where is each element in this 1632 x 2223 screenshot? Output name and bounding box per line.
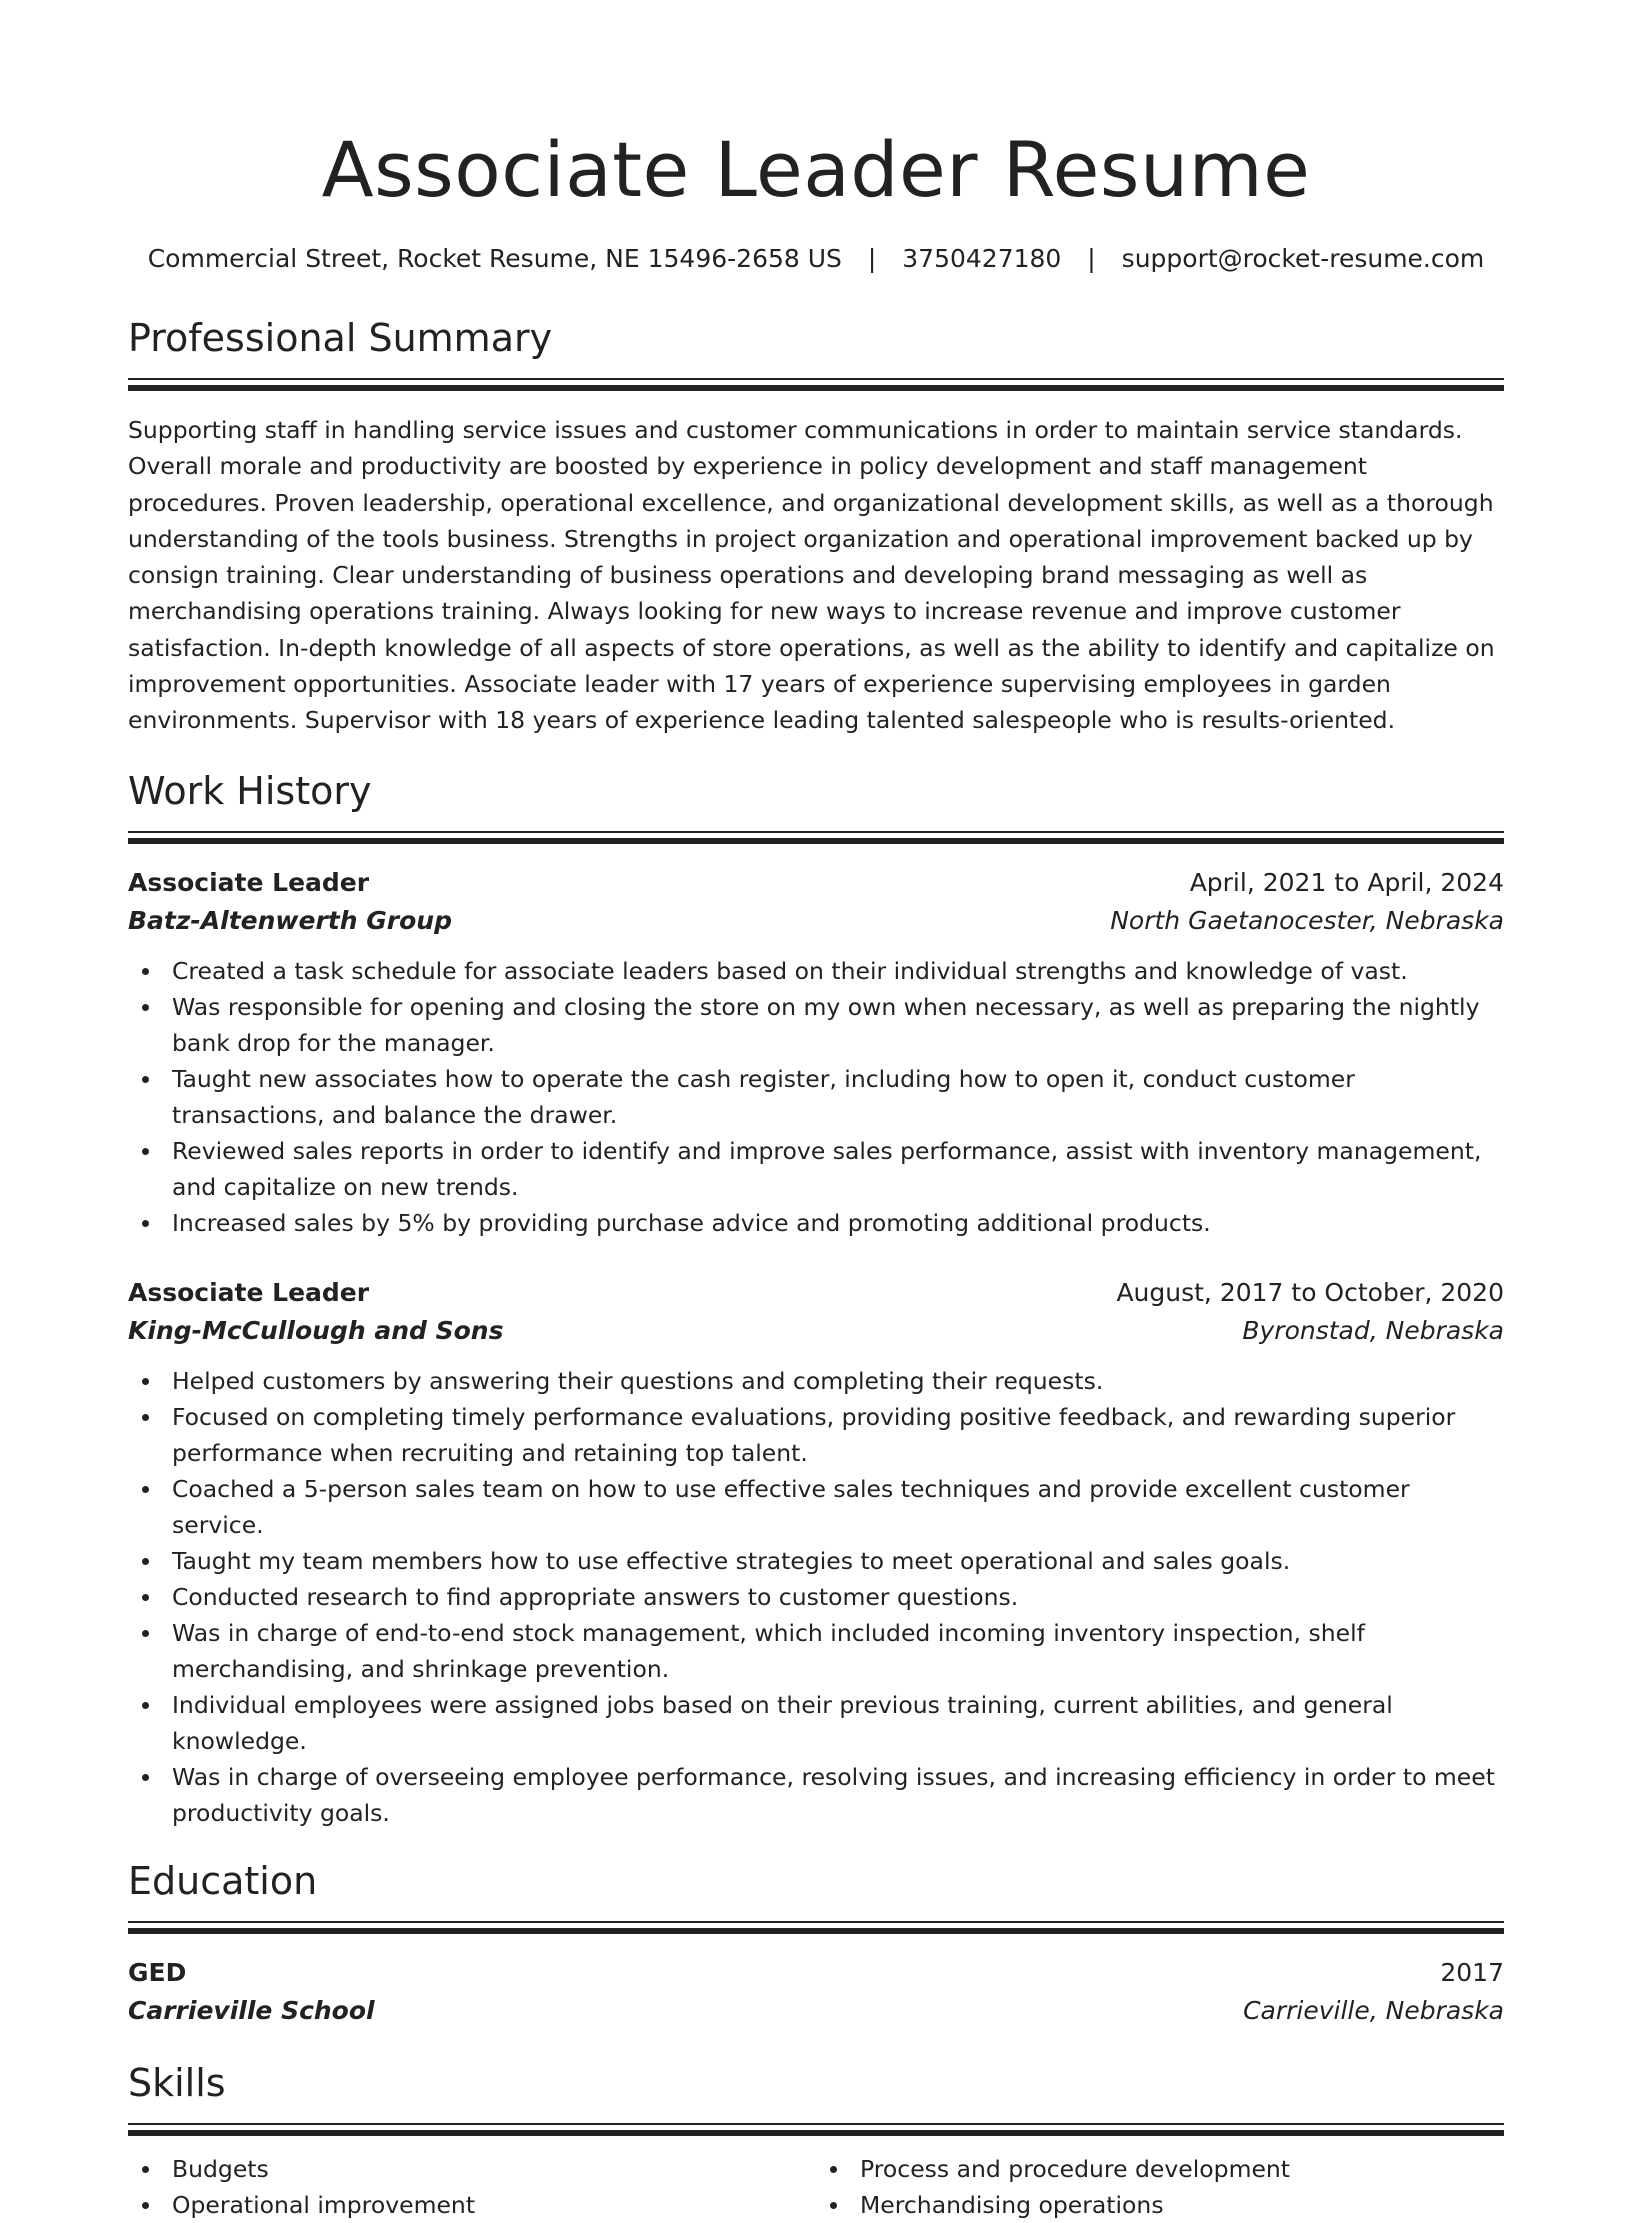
bullet-text: Was responsible for opening and closing the store on my own when necessary, as well as preparing the nightly bank drop for the manager. xyxy=(172,992,1480,1057)
bullet-icon xyxy=(142,1702,149,1709)
skills-column-right xyxy=(816,2151,1504,2223)
list-item xyxy=(128,989,1504,1061)
list-item xyxy=(128,1615,1504,1687)
contact-separator: | xyxy=(1087,244,1096,273)
section-heading: Work History xyxy=(128,768,372,813)
summary-text: Supporting staff in handling service issues and customer communications in order to maintain service standards. Overall morale and productivity are boosted by experience in policy development and staff management procedures. Proven leadership, operational excellence, and organizational development skills, as well as a thorough understanding of the tools business. Strengths in project organization and operational improvement backed up by consign training. Clear understanding of business operations and developing brand messaging as well as merchandising operations training. Always looking for new ways to increase revenue and improve customer satisfaction. In-depth knowledge of all aspects of store operations, as well as the ability to identify and capitalize on improvement opportunities. Associate leader with 17 years of experience supervising employees in garden environments. Supervisor with 18 years of experience leading talented salespeople who is results-oriented. xyxy=(128,416,1495,735)
job-location: Byronstad, Nebraska xyxy=(1242,1315,1504,1345)
bullet-icon xyxy=(142,1594,149,1601)
page-title: Associate Leader Resume xyxy=(321,125,1311,214)
list-item xyxy=(816,2187,1504,2223)
bullet-icon xyxy=(142,1220,149,1227)
list-item xyxy=(816,2151,1504,2187)
skills-section xyxy=(128,2059,1504,2223)
job-header xyxy=(128,1275,1504,1311)
job-bullets xyxy=(128,953,1504,1241)
contact-separator: | xyxy=(867,244,877,273)
bullet-text: Was in charge of end-to-end stock management, which included incoming inventory inspection, shelf merchandising, and shrinkage prevention. xyxy=(172,1618,1365,1683)
bullet-text: Helped customers by answering their questions and completing their requests. xyxy=(172,1366,1104,1395)
list-item xyxy=(128,1133,1504,1205)
bullet-text: Taught new associates how to operate the cash register, including how to open it, conduct customer transactions, and balance the drawer. xyxy=(172,1064,1355,1129)
list-item xyxy=(128,1363,1504,1399)
bullet-icon xyxy=(142,1414,149,1421)
education-location: Carrieville, Nebraska xyxy=(1243,1995,1504,2025)
bullet-icon xyxy=(830,2166,837,2173)
bullet-icon xyxy=(142,968,149,975)
job-role: Associate Leader xyxy=(128,1277,370,1307)
list-item xyxy=(128,1687,1504,1759)
list-item xyxy=(128,1399,1504,1471)
section-heading: Professional Summary xyxy=(128,316,553,360)
job-dates: August, 2017 to October, 2020 xyxy=(1116,1277,1504,1307)
summary-section xyxy=(128,314,1504,739)
bullet-icon xyxy=(142,1148,149,1155)
section-heading: Skills xyxy=(128,2060,226,2105)
education-school: Carrieville School xyxy=(128,1995,375,2025)
bullet-icon xyxy=(142,1486,149,1493)
section-divider xyxy=(128,831,1504,841)
skill-text: Budgets xyxy=(172,2154,269,2183)
job-dates: April, 2021 to April, 2024 xyxy=(1189,867,1504,897)
section-heading: Education xyxy=(128,1858,318,1903)
list-item xyxy=(128,1205,1504,1241)
bullet-icon xyxy=(142,1076,149,1083)
bullet-icon xyxy=(830,2202,837,2209)
education-header xyxy=(128,1955,1504,1991)
bullet-icon xyxy=(142,1774,149,1781)
skill-text: Merchandising operations xyxy=(860,2190,1164,2219)
bullet-icon xyxy=(142,2202,149,2209)
bullet-text: Was in charge of overseeing employee performance, resolving issues, and increasing efficiency in order to meet productivity goals. xyxy=(172,1762,1495,1827)
skills-column-left xyxy=(128,2151,816,2223)
contact-phone: 3750427180 xyxy=(902,244,1062,273)
education-year: 2017 xyxy=(1440,1957,1504,1987)
skills-list xyxy=(128,2151,1504,2223)
bullet-text: Focused on completing timely performance evaluations, providing positive feedback, and rewarding superior performance when recruiting and retaining top talent. xyxy=(172,1402,1456,1467)
contact-address: Commercial Street, Rocket Resume, NE 15496-2658 US xyxy=(147,244,842,273)
bullet-text: Increased sales by 5% by providing purchase advice and promoting additional products. xyxy=(172,1208,1211,1237)
bullet-icon xyxy=(142,1630,149,1637)
education-entry xyxy=(128,1955,1504,2031)
skill-text: Process and procedure development xyxy=(860,2154,1291,2183)
skill-text: Operational improvement xyxy=(172,2190,476,2219)
education-section xyxy=(128,1857,1504,2031)
list-item xyxy=(128,1759,1504,1831)
list-item xyxy=(128,1471,1504,1543)
job-subheader xyxy=(128,901,1504,941)
list-item xyxy=(128,1543,1504,1579)
job-subheader xyxy=(128,1311,1504,1351)
contact-email: support@rocket-resume.com xyxy=(1121,244,1485,273)
job-role: Associate Leader xyxy=(128,867,370,897)
list-item xyxy=(128,2187,816,2223)
contact-line xyxy=(128,242,1504,276)
bullet-text: Reviewed sales reports in order to identify and improve sales performance, assist with inventory management, and capitalize on new trends. xyxy=(172,1136,1482,1201)
bullet-icon xyxy=(142,2166,149,2173)
job-location: North Gaetanocester, Nebraska xyxy=(1110,905,1504,935)
education-degree: GED xyxy=(128,1957,187,1987)
bullet-text: Taught my team members how to use effective strategies to meet operational and sales goals. xyxy=(172,1546,1291,1575)
bullet-icon xyxy=(142,1004,149,1011)
job-company: Batz-Altenwerth Group xyxy=(128,905,452,935)
list-item xyxy=(128,1579,1504,1615)
section-divider xyxy=(128,2123,1504,2133)
job-entry xyxy=(128,865,1504,1241)
work-history-section xyxy=(128,767,1504,1831)
resume-page xyxy=(128,0,1504,2223)
bullet-text: Individual employees were assigned jobs based on their previous training, current abilities, and general knowledge. xyxy=(172,1690,1393,1755)
section-divider xyxy=(128,1921,1504,1931)
list-item xyxy=(128,2151,816,2187)
education-subheader xyxy=(128,1991,1504,2031)
bullet-icon xyxy=(142,1378,149,1385)
bullet-text: Conducted research to find appropriate answers to customer questions. xyxy=(172,1582,1019,1611)
bullet-icon xyxy=(142,1558,149,1565)
list-item xyxy=(128,1061,1504,1133)
section-divider xyxy=(128,378,1504,388)
job-entry xyxy=(128,1275,1504,1831)
job-company: King-McCullough and Sons xyxy=(128,1315,504,1345)
bullet-text: Coached a 5-person sales team on how to use effective sales techniques and provide excellent customer service. xyxy=(172,1474,1410,1539)
job-bullets xyxy=(128,1363,1504,1831)
list-item xyxy=(128,953,1504,989)
job-header xyxy=(128,865,1504,901)
bullet-text: Created a task schedule for associate leaders based on their individual strengths and knowledge of vast. xyxy=(172,956,1408,985)
